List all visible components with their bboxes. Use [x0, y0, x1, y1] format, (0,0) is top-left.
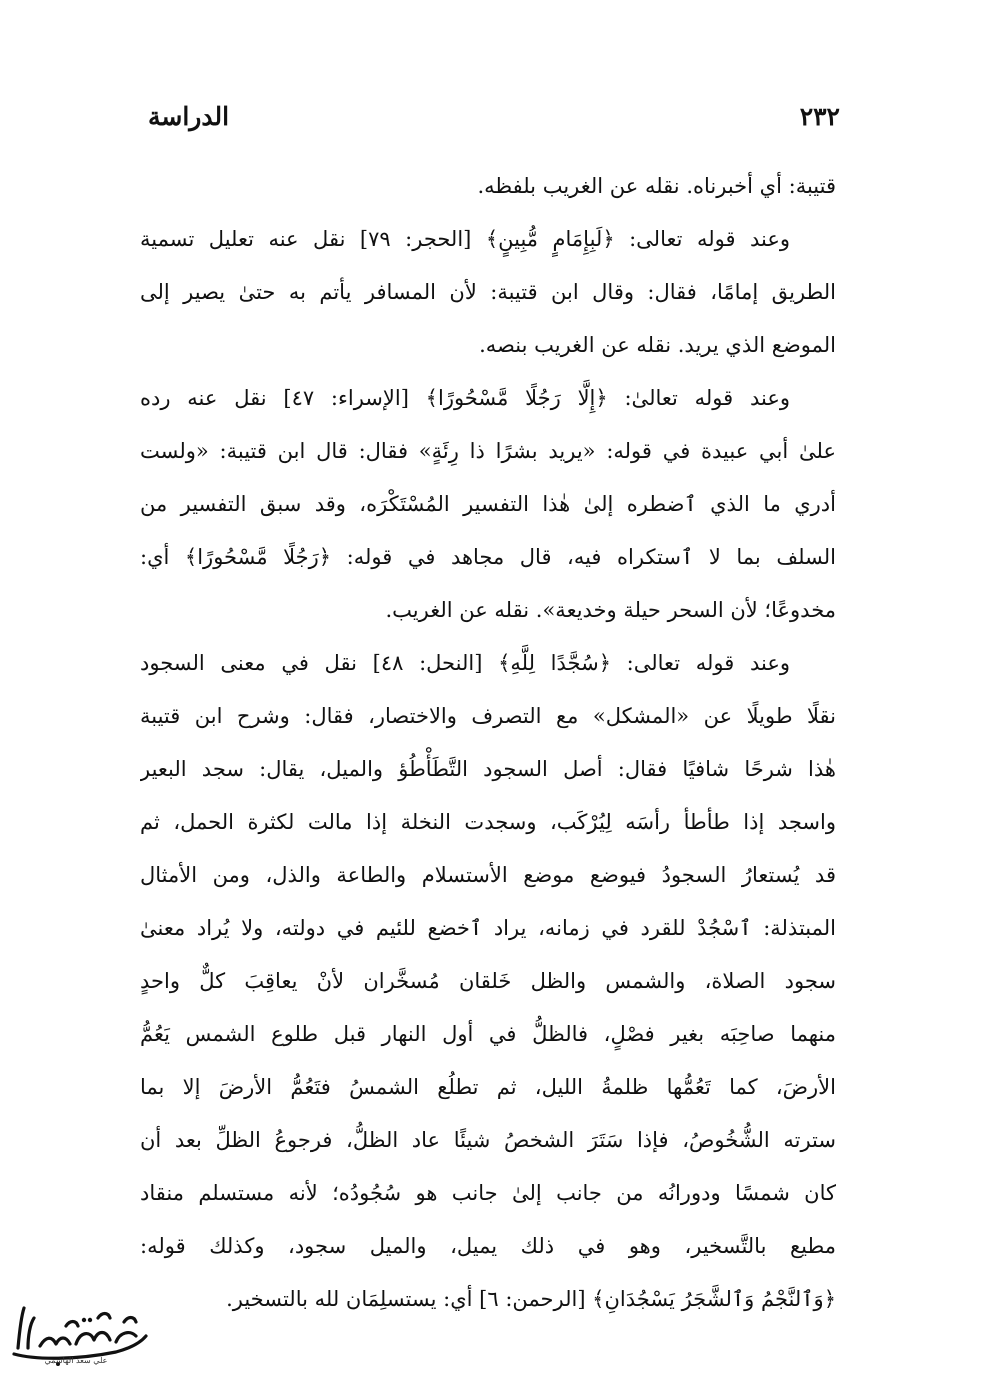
text-line: ﴿وَٱلنَّجْمُ وَٱلشَّجَرُ يَسْجُدَانِ﴾ [الرحمن: ٦] أي: يستسلِمَان لله بالتسخير.: [226, 1287, 836, 1311]
text-line: الموضع الذي يريد. نقله عن الغريب بنصه.: [479, 333, 836, 357]
text-line: منهما صاحِبَه بغير فصْلٍ، فالظلُّ في أول النهار قبل طلوع الشمس يَعُمُّ: [140, 1022, 836, 1046]
text-line: أدري ما الذي ٱضطره إلىٰ هٰذا التفسير المُسْتَكْرَه، وقد سبق التفسير من: [140, 492, 836, 516]
text-line: وعند قوله تعالىٰ: ﴿إِلَّا رَجُلًا مَّسْحُورًا﴾ [الإسراء: ٤٧] نقل عنه رده: [140, 386, 790, 410]
text-line: الأرضَ، كما تَعُمُّها ظلمةُ الليل، ثم تطلُع الشمسُ فتَعُمُّ الأرضَ إلا بما: [140, 1075, 836, 1099]
text-line: سجود الصلاة، والشمس والظل خَلقان مُسخَّران لأنْ يعاقِبَ كلٌّ واحدٍ: [140, 969, 836, 993]
text-line: مخدوعًا؛ لأن السحر حيلة وخديعة». نقله عن الغريب.: [385, 598, 836, 622]
text-line: سترته الشُّخُوصُ، فإذا سَتَرَ الشخصُ شيئًا عاد الظلُّ، فرجوعُ الظلِّ بعد أن: [140, 1128, 836, 1152]
text-line: الطريق إمامًا، فقال: وقال ابن قتيبة: لأن المسافر يأتم به حتىٰ يصير إلى: [140, 280, 836, 304]
page-header: [148, 96, 840, 136]
logo-subtext: علي سعد الهاشمي: [44, 1356, 108, 1365]
text-line: وعند قوله تعالى: ﴿سُجَّدًا لِلَّهِ﴾ [النحل: ٤٨] نقل في معنى السجود: [140, 651, 790, 675]
text-line: كان شمسًا ودورانُه من جانب إلىٰ جانب هو سُجُودُه؛ لأنه مستسلم منقاد: [140, 1181, 836, 1205]
text-line: قتيبة: أي أخبرناه. نقله عن الغريب بلفظه.: [477, 174, 836, 198]
text-line: قد يُستعارُ السجودُ فيوضع موضع الأستسلام والطاعة والذل، ومن الأمثال: [140, 863, 836, 887]
running-title: الدراسة: [148, 101, 230, 131]
text-line: وعند قوله تعالى: ﴿لَبِإِمَامٍ مُّبِينٍ﴾ [الحجر: ٧٩] نقل عنه تعليل تسمية: [140, 227, 790, 251]
text-line: هٰذا شرحًا شافيًا فقال: أصل السجود التَّطَأْطُؤ والميل، يقال: سجد البعير: [140, 757, 836, 781]
text-line: علىٰ أبي عبيدة في قوله: «يريد بشرًا ذا رِئَةٍ» فقال: قال ابن قتيبة: «ولست: [140, 439, 836, 463]
text-line: مطيع بالتَّسخير، وهو في ذلك يميل، والميل سجود، وكذلك قوله:: [140, 1234, 836, 1258]
body-text: [140, 160, 836, 1326]
text-line: السلف بما لا ٱستكراه فيه، قال مجاهد في قوله: ﴿رَجُلًا مَّسْحُورًا﴾ أي:: [140, 545, 836, 569]
page-number: ٢٣٢: [799, 101, 840, 131]
text-line: واسجد إذا طأطأ رأسَه لِيُرْكَب، وسجدت النخلة إذا مالت لكثرة الحمل، ثم: [140, 810, 836, 834]
text-line: المبتذلة: ٱسْجُدْ للقرد في زمانه، يراد ٱخضع للئيم في دولته، ولا يُراد معنىٰ: [140, 916, 836, 940]
text-line: نقلًا طويلًا عن «المشكل» مع التصرف والاختصار، فقال: وشرح ابن قتيبة: [140, 704, 836, 728]
